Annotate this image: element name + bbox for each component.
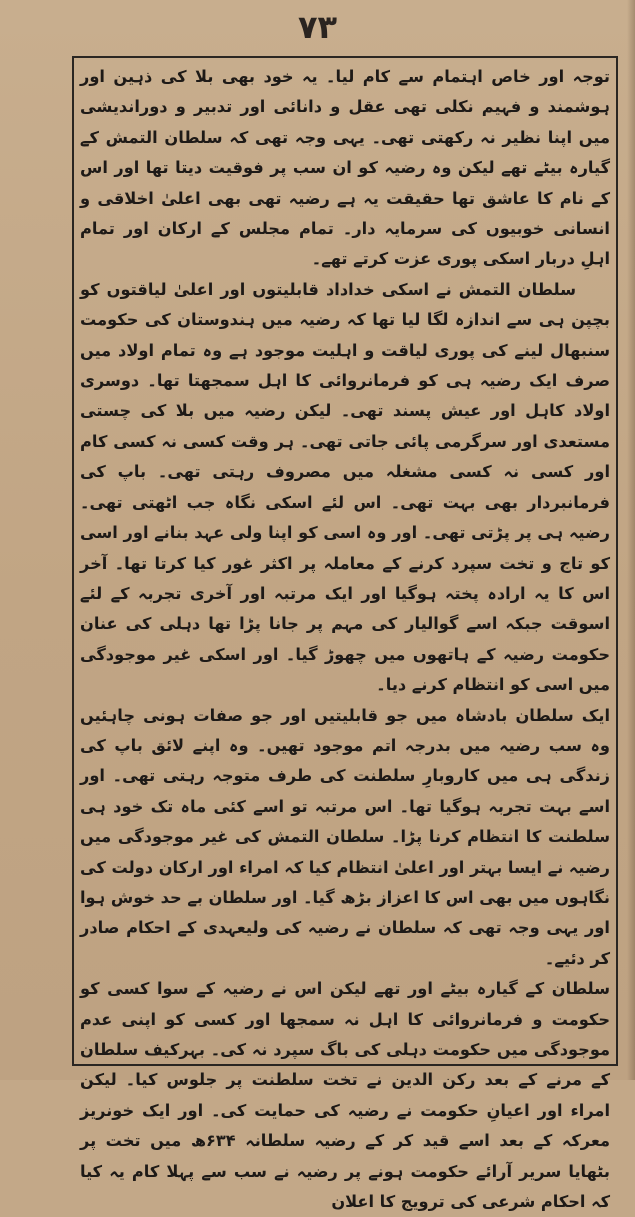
- paragraph-3: ایک سلطان بادشاہ میں جو قابلیتیں اور جو صفات ہونی چاہئیں وہ سب رضیہ میں بدرجہ اتم موجود تھیں۔ وہ اپنے لائق باپ کی زندگی ہی میں کاروبارِ سلطنت کی طرف متوجہ رہتی تھی۔ اور اسے بہت تجربہ ہوگیا تھا۔ اس مرتبہ تو اسے کئی ماہ تک خود ہی سلطنت کا انتظام کرنا پڑا۔ سلطان التمش کی غیر موجودگی میں رضیہ نے ایسا بہتر اور اعلیٰ انتظام کیا کہ امراء اور ارکان دولت کی نگاہوں میں بھی اس کا اعزاز بڑھ گیا۔ اور سلطان بے حد خوش ہوا اور یہی وجہ تھی کہ سلطان نے رضیہ کی ولیعہدی کے احکام صادر کر دئیے۔: [80, 705, 610, 968]
- urdu-text-body: [80, 62, 610, 1212]
- paragraph-2: سلطان التمش نے اسکی خداداد قابلیتوں اور اعلیٰ لیاقتوں کو بچپن ہی سے اندازہ لگا لیا تھا کہ رضیہ میں ہندوستان کی حکومت سنبھال لینے کی پوری لیاقت و اہلیت موجود ہے وہ تمام اولاد میں صرف ایک رضیہ ہی کو فرمانروائی کا اہل سمجھتا تھا۔ دوسری اولاد کاہل اور عیش پسند تھی۔ لیکن رضیہ میں بلا کی چستی مستعدی اور سرگرمی پائی جاتی تھی۔ ہر وقت کسی نہ کسی کام اور کسی نہ کسی مشغلہ میں مصروف رہتی تھی۔ باپ کی فرمانبردار بھی بہت تھی۔ اس لئے اسکی نگاہ جب اٹھتی تھی۔ رضیہ ہی پر پڑتی تھی۔ اور وہ اسی کو اپنا ولی عہد بنانے اور اسی کو تاج و تخت سپرد کرنے کے معاملہ پر اکثر غور کیا کرتا تھا۔ آخر اس کا یہ ارادہ پختہ ہوگیا اور ایک مرتبہ اور آخری تجربہ کے لئے اسوقت جبکہ اسے گوالیار کی مہم پر جانا پڑا تھا دہلی کی عنان حکومت رضیہ کے ہاتھوں میں چھوڑ گیا۔ اور اسکی غیر موجودگی میں اسی کو انتظام کرنے دیا۔: [80, 279, 610, 695]
- page-edge-shadow: [627, 0, 635, 1080]
- page-number: ۷۳: [297, 8, 338, 46]
- paragraph-4: سلطان کے گیارہ بیٹے اور تھے لیکن اس نے رضیہ کے سوا کسی کو حکومت و فرمانروائی کا اہل نہ سمجھا اور کسی کو اپنی عدم موجودگی میں حکومت دہلی کی باگ سپرد نہ کی۔ بہرکیف سلطان کے مرنے کے بعد رکن الدین نے تخت سلطنت پر جلوس کیا۔ لیکن امراء اور اعیانِ حکومت نے رضیہ کی حمایت کی۔ اور ایک خونریز معرکہ کے بعد اسے قید کر کے رضیہ سلطانہ ۶۳۴ھ میں تخت پر بٹھایا سریر آرائے حکومت ہونے پر رضیہ نے سب سے پہلا کام یہ کیا کہ احکام شرعی کی ترویج کا اعلان: [80, 979, 610, 1212]
- paragraph-1: توجہ اور خاص اہتمام سے کام لیا۔ یہ خود بھی بلا کی ذہین اور ہوشمند و فہیم نکلی تھی عقل و دانائی اور تدبیر و دوراندیشی میں اپنا نظیر نہ رکھتی تھی۔ یہی وجہ تھی کہ سلطان التمش کے گیارہ بیٹے تھے لیکن وہ رضیہ کو ان سب پر فوقیت دیتا تھا اور اس کے نام کا عاشق تھا حقیقت یہ ہے رضیہ تھی بھی اعلیٰ اخلاقی و انسانی خوبیوں کی سرمایہ دار۔ تمام مجلس کے ارکان اور تمام اہلِ دربار اسکی پوری عزت کرتے تھے۔: [80, 67, 610, 269]
